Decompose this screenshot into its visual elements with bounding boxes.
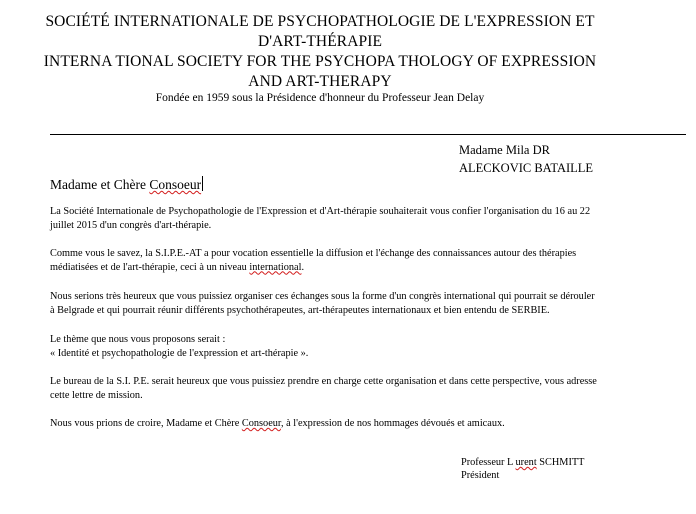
signature-name-pre: Professeur L	[461, 457, 516, 468]
salutation-prefix: Madame et Chère	[50, 177, 150, 192]
paragraph-4	[50, 333, 308, 360]
paragraph-2-line-2-end: .	[301, 261, 305, 273]
paragraph-2	[50, 247, 576, 274]
recipient-line2: ALECKOVIC BATAILLE	[459, 161, 594, 175]
paragraph-2-line-2	[50, 261, 576, 275]
paragraph-6-flagged-word[interactable]: Consoeur	[241, 418, 281, 429]
paragraph-4-line-1: Le thème que nous vous proposons serait :	[50, 334, 226, 345]
title-en-line2: AND ART-THERAPY	[248, 73, 392, 90]
paragraph-1-line-1: La Société Internationale de Psychopathologie de l'Expression et d'Art-thérapie souhaiterait vous confier l'organisation du 16 au 22	[50, 206, 591, 217]
signature-role: Président	[461, 470, 500, 481]
title-en-line1: INTERNA TIONAL SOCIETY FOR THE PSYCHOPA THOLOGY OF EXPRESSION	[43, 53, 597, 70]
paragraph-6-text: Nous vous prions de croire, Madame et Chère	[50, 418, 242, 429]
paragraph-2-line-1: Comme vous le savez, la S.I.P.E.-AT a pour vocation essentielle la diffusion et l'échange des connaissances autour des thérapies	[50, 248, 577, 259]
recipient-line1: Madame Mila DR	[459, 143, 550, 157]
paragraph-4-line-2: « Identité et psychopathologie de l'expression et art-thérapie ».	[50, 347, 309, 359]
paragraph-3-line-2: à Belgrade et qui pourrait réunir différents psychothérapeutes, art-thérapeutes internationaux et bien entendu de SERBIE.	[50, 304, 550, 316]
paragraph-5-line-1: Le bureau de la S.I. P.E. serait heureux que vous puissiez prendre en charge cette organisation et dans cette perspective, vous adresse	[50, 376, 597, 387]
founded-line: Fondée en 1959 sous la Présidence d'honneur du Professeur Jean Delay	[155, 92, 485, 104]
salutation-word[interactable]: Consoeur	[149, 177, 202, 192]
header-divider	[50, 134, 686, 135]
signature-flagged-word[interactable]: urent	[515, 457, 537, 468]
paragraph-6	[50, 417, 505, 431]
paragraph-1-line-2: juillet 2015 d'un congrès d'art-thérapie.	[50, 219, 212, 231]
paragraph-2-line-2-text: médiatisées et de l'art-thérapie, ceci à un niveau	[50, 261, 250, 273]
signature-block	[461, 456, 584, 482]
paragraph-2-flagged-word[interactable]: international	[249, 261, 302, 273]
paragraph-3-line-1: Nous serions très heureux que vous puissiez organiser ces échanges sous la forme d'un congrès international qui pourrait se dérouler	[50, 291, 595, 302]
signature-name	[461, 456, 584, 469]
paragraph-6-text-end: , à l'expression de nos hommages dévoués et amicaux.	[280, 418, 505, 429]
paragraph-3	[50, 290, 595, 317]
signature-name-post: SCHMITT	[536, 457, 585, 468]
salutation	[50, 176, 203, 193]
title-fr-line2: D'ART-THÉRAPIE	[257, 33, 383, 50]
text-cursor	[202, 176, 203, 191]
paragraph-1	[50, 205, 590, 232]
title-fr-line1: SOCIÉTÉ INTERNATIONALE DE PSYCHOPATHOLOGIE DE L'EXPRESSION ET	[45, 13, 595, 30]
paragraph-5	[50, 375, 597, 402]
paragraph-5-line-2: cette lettre de mission.	[50, 389, 143, 401]
